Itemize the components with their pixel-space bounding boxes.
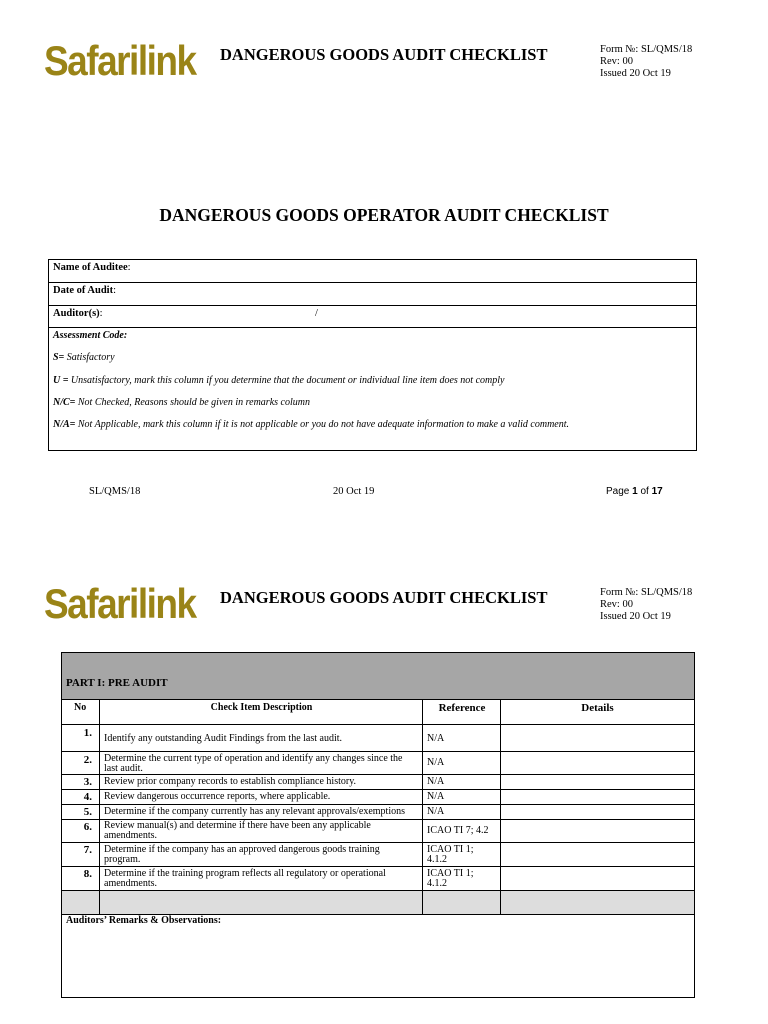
empty-row bbox=[62, 891, 694, 915]
main-title: DANGEROUS GOODS OPERATOR AUDIT CHECKLIST bbox=[159, 205, 609, 225]
auditors-colon: : bbox=[99, 308, 103, 319]
issued-date: Issued 20 Oct 19 bbox=[600, 611, 671, 622]
row-description-cont: amendments. bbox=[104, 878, 158, 889]
remarks-label: Auditors’ Remarks & Observations: bbox=[66, 915, 222, 926]
row-number: 1. bbox=[83, 727, 92, 739]
row-reference: ICAO TI 7; 4.2 bbox=[427, 825, 489, 836]
row-description: Determine if the training program reflects all regulatory or operational bbox=[104, 868, 386, 879]
col-header-reference: Reference bbox=[438, 702, 486, 714]
remarks-area[interactable] bbox=[62, 927, 694, 997]
footer-date: 20 Oct 19 bbox=[333, 486, 375, 497]
code-s: S= Satisfactory bbox=[53, 352, 115, 363]
row-description: Determine if the company currently has any relevant approvals/exemptions bbox=[104, 806, 406, 817]
date-row[interactable] bbox=[49, 283, 696, 306]
row-number: 6. bbox=[83, 821, 92, 833]
audit-info-box bbox=[48, 259, 697, 451]
auditee-label: Name of Auditee bbox=[53, 262, 128, 273]
date-label: Date of Audit bbox=[53, 285, 114, 296]
footer-doc-number: SL/QMS/18 bbox=[89, 486, 141, 497]
row-description-cont: amendments. bbox=[104, 830, 158, 841]
pre-audit-table bbox=[61, 652, 695, 998]
code-u: U = Unsatisfactory, mark this column if you determine that the document or individual line item does not comply bbox=[53, 375, 505, 386]
row-reference: ICAO TI 1; bbox=[427, 868, 474, 879]
revision: Rev: 00 bbox=[600, 599, 633, 610]
footer-page-number: Page 1 of 17 bbox=[606, 486, 663, 497]
header-title: DANGEROUS GOODS AUDIT CHECKLIST bbox=[220, 588, 548, 607]
header-meta bbox=[600, 44, 692, 80]
row-description: Determine if the company has an approved dangerous goods training bbox=[104, 844, 380, 855]
auditors-slash: / bbox=[315, 308, 318, 319]
header-title: DANGEROUS GOODS AUDIT CHECKLIST bbox=[220, 45, 548, 64]
part-title-band bbox=[62, 653, 694, 700]
row-reference: N/A bbox=[427, 757, 445, 768]
auditee-colon: : bbox=[127, 262, 131, 273]
row-reference: N/A bbox=[427, 733, 445, 744]
row-reference: N/A bbox=[427, 791, 445, 802]
code-nc: N/C= Not Checked, Reasons should be given in remarks column bbox=[53, 397, 310, 408]
row-description: Review prior company records to establish compliance history. bbox=[104, 776, 357, 787]
form-number: Form №: SL/QMS/18 bbox=[600, 44, 693, 55]
part-title: PART I: PRE AUDIT bbox=[66, 677, 168, 689]
code-na: N/A= Not Applicable, mark this column if it is not applicable or you do not have adequate information to make a valid comment. bbox=[53, 419, 570, 430]
row-reference: N/A bbox=[427, 776, 445, 787]
issued-date: Issued 20 Oct 19 bbox=[600, 68, 671, 79]
safarilink-logo: Safarilink bbox=[44, 581, 196, 627]
row-number: 7. bbox=[83, 844, 92, 856]
col-header-description: Check Item Description bbox=[210, 702, 313, 713]
row-description: Determine the current type of operation and identify any changes since the bbox=[104, 753, 403, 764]
row-reference-cont: 4.1.2 bbox=[427, 878, 447, 889]
row-reference: N/A bbox=[427, 806, 445, 817]
row-description-cont: last audit. bbox=[104, 763, 143, 774]
row-reference-cont: 4.1.2 bbox=[427, 854, 447, 865]
row-number: 4. bbox=[83, 791, 92, 803]
safarilink-logo: Safarilink bbox=[44, 38, 196, 84]
auditee-row[interactable] bbox=[49, 260, 696, 283]
revision: Rev: 00 bbox=[600, 56, 633, 67]
row-description: Review manual(s) and determine if there have been any applicable bbox=[104, 820, 371, 831]
date-colon: : bbox=[113, 285, 117, 296]
row-number: 2. bbox=[83, 754, 92, 766]
row-description: Identify any outstanding Audit Findings from the last audit. bbox=[104, 733, 343, 744]
auditors-label: Auditor(s) bbox=[53, 308, 100, 319]
row-number: 5. bbox=[83, 806, 92, 818]
col-header-no: No bbox=[74, 702, 87, 713]
auditors-row[interactable] bbox=[49, 306, 696, 328]
header-meta bbox=[600, 587, 692, 623]
col-header-details: Details bbox=[581, 702, 614, 714]
row-number: 8. bbox=[83, 868, 92, 880]
row-description: Review dangerous occurrence reports, where applicable. bbox=[104, 791, 331, 802]
row-description-cont: program. bbox=[104, 854, 141, 865]
assessment-title: Assessment Code: bbox=[53, 330, 128, 341]
row-number: 3. bbox=[83, 776, 92, 788]
form-number: Form №: SL/QMS/18 bbox=[600, 587, 693, 598]
row-reference: ICAO TI 1; bbox=[427, 844, 474, 855]
